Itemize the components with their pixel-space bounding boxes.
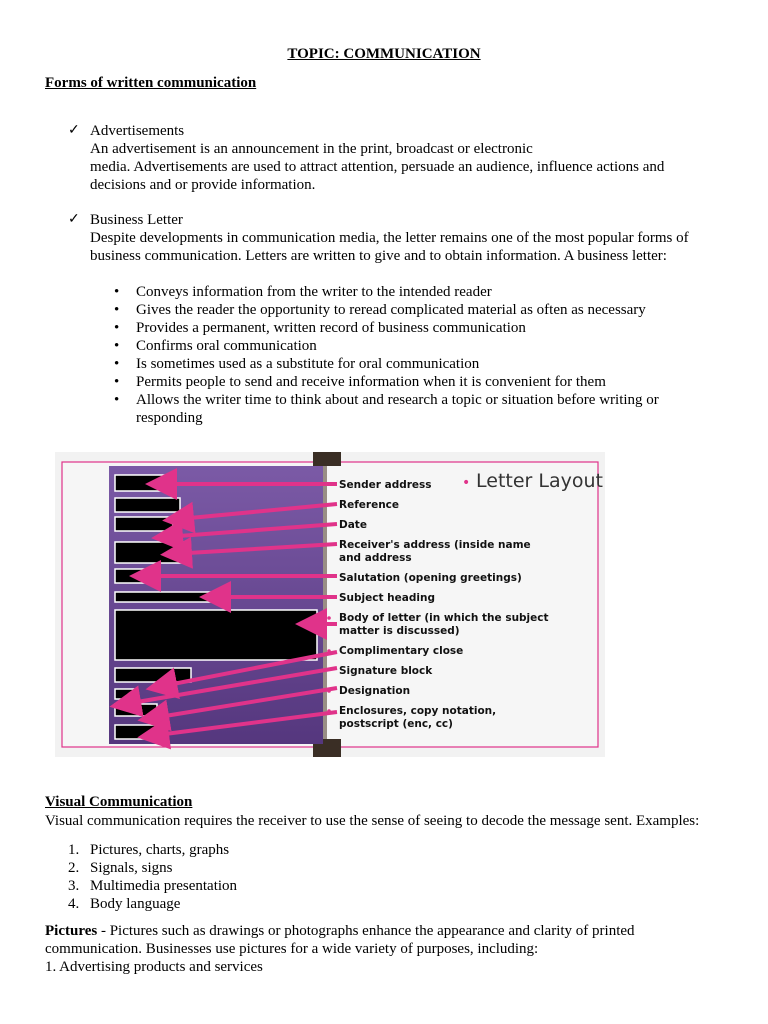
advertisements-section	[90, 122, 730, 194]
pictures-lead: Pictures	[45, 923, 98, 939]
check-icon: ✓	[68, 212, 80, 227]
list-item: • Provides a permanent, written record of business communication	[114, 320, 526, 336]
label-body: Body of letter (in which the subject	[339, 612, 549, 624]
signature-block	[115, 689, 134, 699]
label-receiver-address: Receiver's address (inside name	[339, 539, 531, 551]
label-bullet-icon	[327, 649, 331, 653]
list-item: 1. Pictures, charts, graphs	[68, 842, 230, 858]
section-heading-written: Forms of written communication	[45, 75, 257, 91]
label-body-cont: matter is discussed)	[339, 625, 460, 637]
pictures-line: 1. Advertising products and services	[45, 959, 263, 975]
label-receiver-address-cont: and address	[339, 552, 412, 564]
page-title: TOPIC: COMMUNICATION	[287, 46, 481, 62]
body-block	[115, 610, 317, 660]
advertisements-line: decisions and or provide information.	[90, 177, 316, 193]
visual-communication-text: Visual communication requires the receiver to use the sense of seeing to decode the message sent. Examples:	[45, 813, 700, 829]
label-designation: Designation	[339, 685, 411, 697]
label-enclosures-cont: postscript (enc, cc)	[339, 718, 453, 730]
complimentary-close-block	[115, 668, 191, 682]
letter-layout-figure	[55, 452, 605, 757]
bullet-icon: •	[114, 392, 120, 408]
list-item: • Permits people to send and receive information when it is convenient for them	[114, 374, 606, 390]
pictures-line: - Pictures such as drawings or photographs enhance the appearance and clarity of printed	[97, 923, 635, 939]
designation-block	[115, 704, 157, 716]
list-item: 4. Body language	[68, 896, 181, 912]
business-letter-line: business communication. Letters are written to give and to obtain information. A business letter:	[90, 248, 667, 264]
pictures-line: communication. Businesses use pictures for a wide variety of purposes, including:	[45, 941, 539, 957]
sender-address-block	[115, 475, 165, 491]
check-icon: ✓	[68, 123, 80, 138]
advertisements-line: An advertisement is an announcement in the print, broadcast or electronic	[90, 141, 533, 157]
label-enclosures: Enclosures, copy notation,	[339, 705, 497, 717]
figure-heading-bullet: •	[462, 475, 471, 491]
list-item: 3. Multimedia presentation	[68, 878, 238, 894]
bullet-icon: •	[114, 320, 120, 336]
list-item: • Conveys information from the writer to the intended reader	[114, 284, 492, 300]
bullet-icon: •	[114, 302, 120, 318]
list-item: 2. Signals, signs	[68, 860, 173, 876]
subject-heading-block	[115, 592, 221, 602]
frame-post	[313, 452, 341, 466]
visual-communication-heading: Visual Communication	[45, 794, 193, 810]
label-complimentary-close: Complimentary close	[339, 645, 464, 657]
label-bullet-icon	[327, 709, 331, 713]
date-block	[115, 517, 173, 531]
list-item: • Confirms oral communication	[114, 338, 317, 354]
list-item: • Allows the writer time to think about and research a topic or situation before writing or responding	[114, 392, 659, 426]
reference-block	[115, 498, 180, 512]
advertisements-heading: Advertisements	[90, 123, 185, 139]
advertisements-line: media. Advertisements are used to attract attention, persuade an audience, influence actions and	[90, 159, 665, 175]
label-date: Date	[339, 519, 367, 531]
bullet-icon: •	[114, 338, 120, 354]
business-letter-section	[90, 211, 750, 265]
label-bullet-icon	[327, 689, 331, 693]
label-signature-block: Signature block	[339, 665, 433, 677]
receiver-address-block	[115, 542, 185, 563]
label-salutation: Salutation (opening greetings)	[339, 572, 522, 584]
business-letter-heading: Business Letter	[90, 212, 183, 228]
figure-heading: Letter Layout	[476, 470, 603, 492]
bullet-icon: •	[114, 284, 120, 300]
label-bullet-icon	[327, 616, 331, 620]
list-item: • Gives the reader the opportunity to reread complicated material as often as necessary	[114, 302, 646, 318]
bullet-icon: •	[114, 374, 120, 390]
list-item: • Is sometimes used as a substitute for oral communication	[114, 356, 480, 372]
enclosures-block	[115, 725, 162, 739]
bullet-icon: •	[114, 356, 120, 372]
visual-examples-list	[68, 841, 237, 913]
label-subject-heading: Subject heading	[339, 592, 435, 604]
label-reference: Reference	[339, 499, 400, 511]
label-sender-address: Sender address	[339, 479, 432, 491]
letter-points-list	[114, 283, 714, 427]
pictures-paragraph	[45, 922, 745, 976]
salutation-block	[115, 569, 150, 583]
business-letter-line: Despite developments in communication media, the letter remains one of the most popular forms of	[90, 230, 689, 246]
